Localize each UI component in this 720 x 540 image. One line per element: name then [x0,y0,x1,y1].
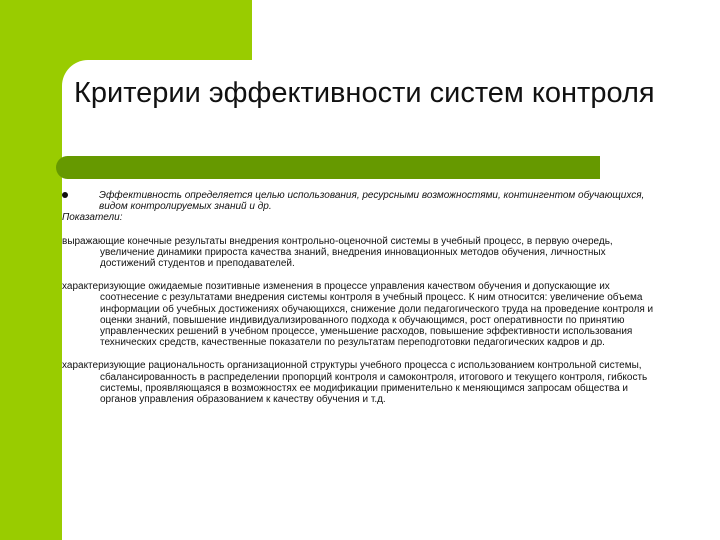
bullet-item [62,190,662,212]
indicators-label: Показатели: [62,212,123,224]
indicator-item-3: характеризующие рациональность организационной структуры учебного процесса с использованием контрольной системы, сбалансированность в распределении пропорций контроля и самоконтроля, итогового и текущего контроля, гибкость системы, проявляющаяся в возможностях ее модификации применительно к меняющимся запросам общества и органов управления образованием к качеству обучения и т.д. [62,360,648,406]
slide-body [62,190,662,405]
slide-title: Критерии эффективности систем контроля [74,77,655,109]
title-underline-bar [56,156,600,179]
bullet-text: Эффективность определяется целью использования, ресурсными возможностями, контингентом обучающихся, видом контролируемых знаний и др. [99,190,645,213]
indicator-item-1: выражающие конечные результаты внедрения контрольно-оценочной системы в учебный процесс, в первую очередь, увеличение динамики прироста качества знаний, внедрения инновационных методов обучения, личностных достижений студентов и преподавателей. [62,235,613,270]
bullet-dot-icon [62,192,68,198]
indicator-item-2: характеризующие ожидаемые позитивные изменения в процессе управления качеством обучения и допускающие их соотнесение с результатами внедрения системы контроля в учебный процесс. К ним относится: увеличение объема информации об учебных достижениях обучающихся, снижение доли педагогического труда на проведение контроля и оценки знаний, повышение индивидуализированного подхода к обучающимся, рост оперативности по принятию управленческих решений в учебном процессе, уменьшение расходов, повышение эффективности использования технических средств, качественные показатели по результатам переподготовки педагогических кадров и др. [62,281,654,349]
